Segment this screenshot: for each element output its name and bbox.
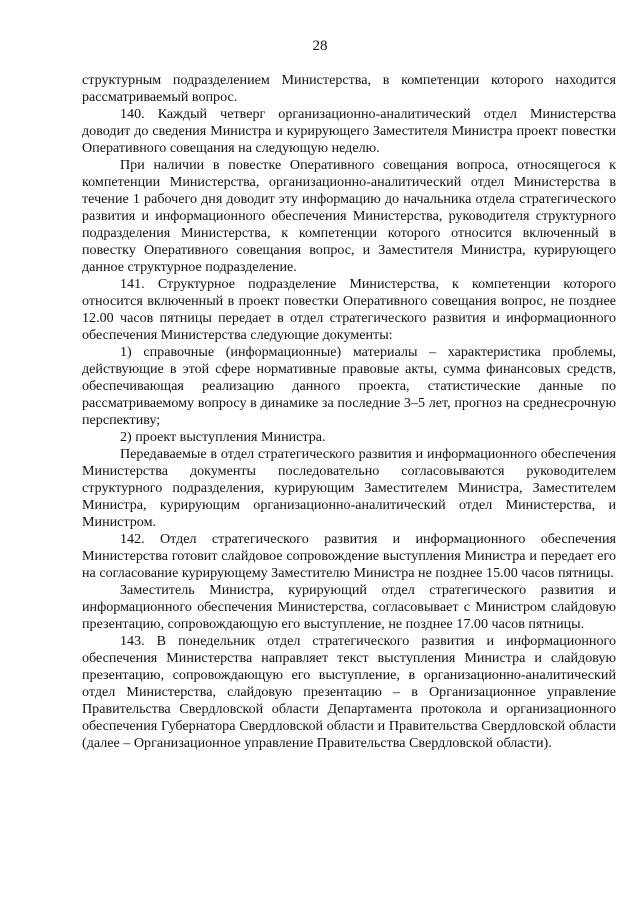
paragraph-142: 142. Отдел стратегического развития и информационного обеспечения Министерства готовит слайдовое сопровождение выступления Министра и передает его на согласование курирующему Заместителю Министра не позднее 15.00 часов пятницы. [82,531,616,581]
paragraph-143: 143. В понедельник отдел стратегического развития и информационного обеспечения Министерства направляет текст выступления Министра и слайдовую презентацию, сопровождающую его выступление, в организационно-аналитический отдел Министерства, слайдовую презентацию – в Организационное управление Правительства Свердловской области Департамента протокола и организационного обеспечения Губернатора Свердловской области и Правительства Свердловской области (далее – Организационное управление Правительства Свердловской области). [82,633,616,751]
paragraph-140: 140. Каждый четверг организационно-аналитический отдел Министерства доводит до сведения Министра и курирующего Заместителя Министра проект повестки Оперативного совещания на следующую неделю. [82,106,616,156]
paragraph-continuation: структурным подразделением Министерства, в компетенции которого находится рассматриваемый вопрос. [82,72,616,105]
paragraph-142-approval: Заместитель Министра, курирующий отдел стратегического развития и информационного обеспечения Министерства, согласовывает с Министром слайдовую презентацию, сопровождающую его выступление, не позднее 17.00 часов пятницы. [82,582,616,632]
paragraph-141-item-1: 1) справочные (информационные) материалы – характеристика проблемы, действующие в этой сфере нормативные правовые акты, сумма финансовых средств, обеспечивающая реализацию данного проекта, статистические данные по рассматриваемому вопросу в динамике за последние 3–5 лет, прогноз на среднесрочную перспективу; [82,344,616,428]
page-number: 28 [312,38,328,54]
paragraph-141-approval: Передаваемые в отдел стратегического развития и информационного обеспечения Министерства документы последовательно согласовываются руководителем структурного подразделения, курирующим Заместителем Министра, Заместителем Министра, курирующим организационно-аналитический отдел Министерства, и Министром. [82,446,616,530]
paragraph-140-agenda-notice: При наличии в повестке Оперативного совещания вопроса, относящегося к компетенции Министерства, организационно-аналитический отдел Министерства в течение 1 рабочего дня доводит эту информацию до начальника отдела стратегического развития и информационного обеспечения Министерства, руководителя структурного подразделения Министерства, к компетенции которого относится включенный в повестку Оперативного совещания вопрос, и Заместителя Министра, курирующего данное структурное подразделение. [82,157,616,275]
paragraph-141: 141. Структурное подразделение Министерства, к компетенции которого относится включенный в проект повестки Оперативного совещания вопрос, не позднее 12.00 часов пятницы передает в отдел стратегического развития и информационного обеспечения Министерства следующие документы: [82,276,616,343]
paragraph-141-item-2: 2) проект выступления Министра. [120,429,326,445]
body-text [82,72,616,752]
